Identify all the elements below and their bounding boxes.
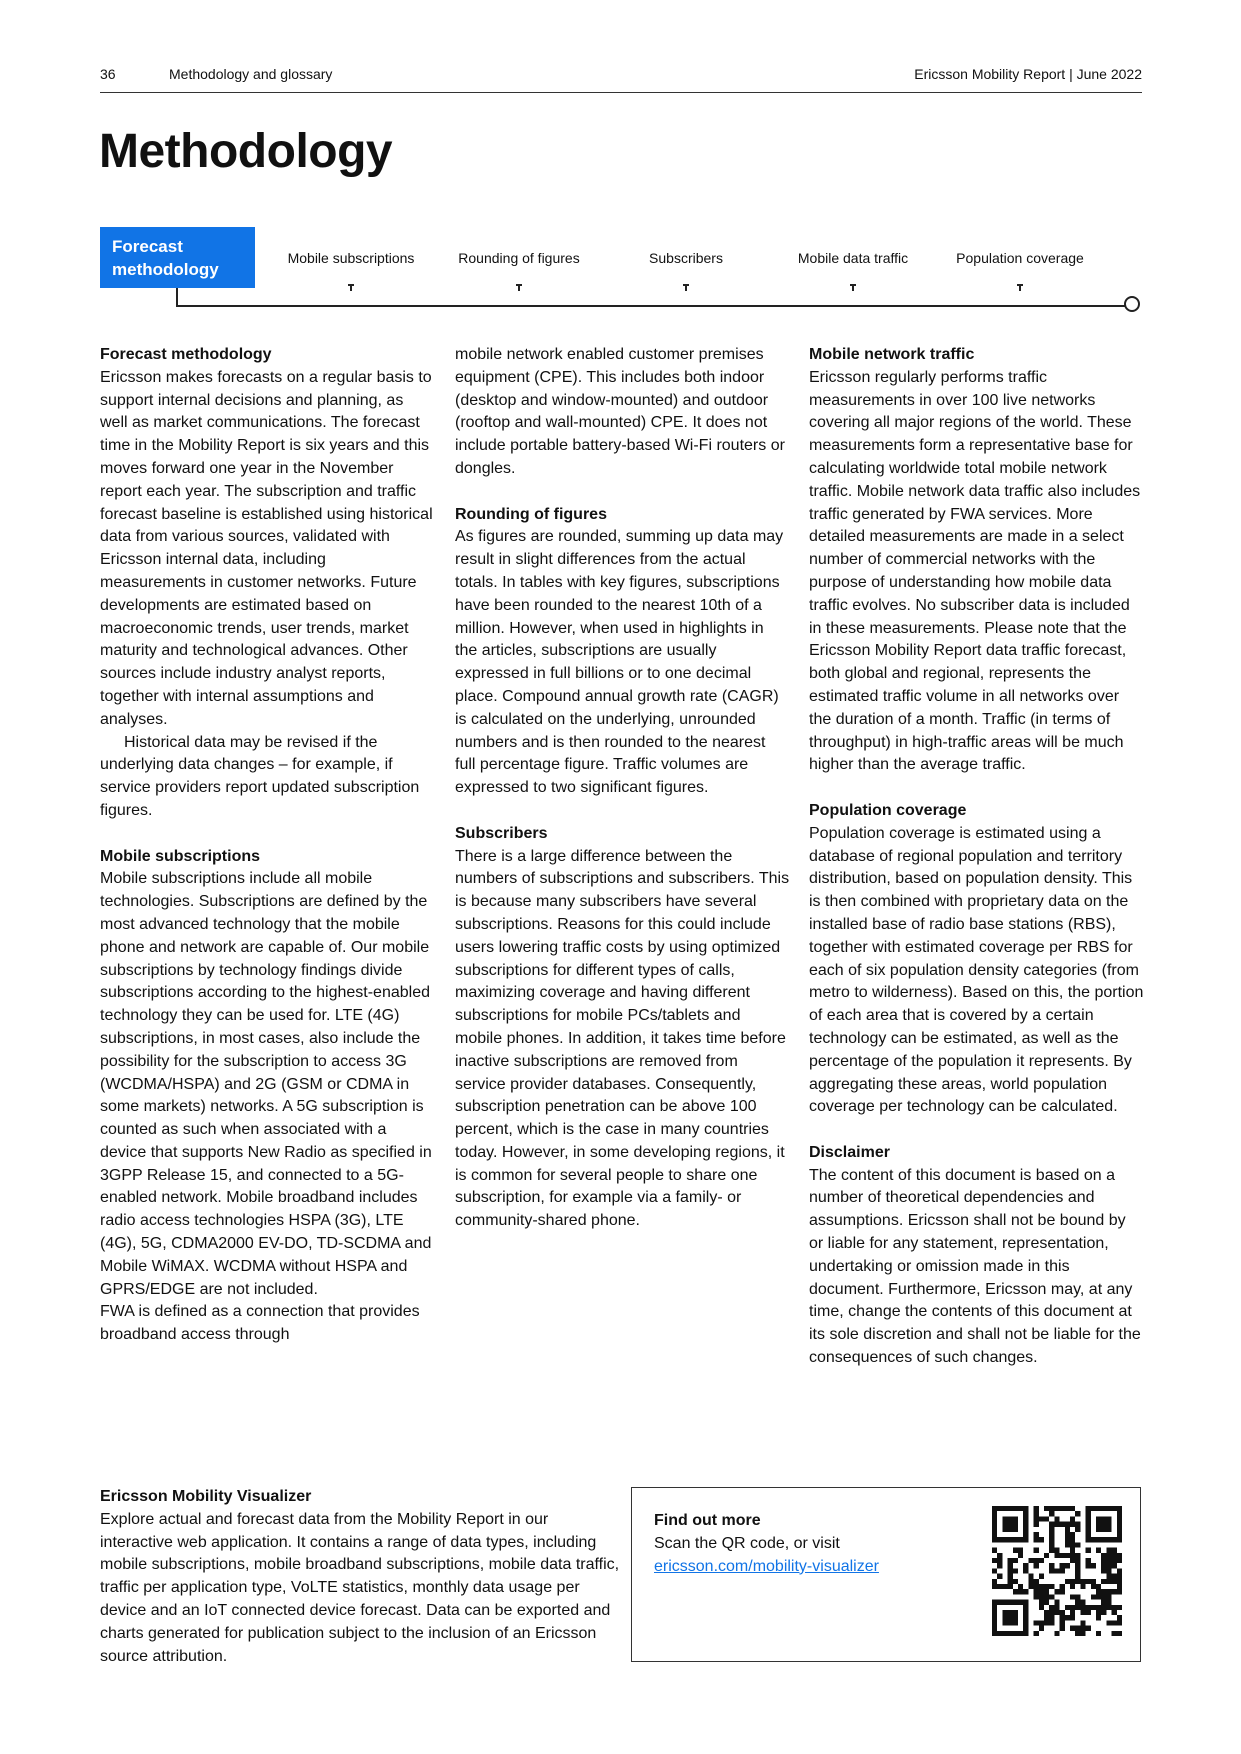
paragraph: Historical data may be revised if the underlying data changes – for example, if service providers report updated subscription figures. (100, 733, 420, 819)
paragraph: There is a large difference between the numbers of subscriptions and subscribers. This is because many subscribers have several subscriptions. Reasons for this could include users lowering traffic costs by using optimized subscriptions for different types of calls, maximizing coverage and having different subscriptions for mobile PCs/tablets and mobile phones. In addition, it takes time before inactive subscriptions are removed from service provider databases. Consequently, subscription penetration can be above 100 percent, which is the case in many countries today. However, in some developing regions, it is common for several people to share one subscription, for example via a family- or community-shared phone. (455, 847, 790, 1230)
timeline-line (176, 305, 1128, 307)
nav-active-forecast-methodology[interactable] (100, 227, 255, 288)
find-out-more-text: Scan the QR code, or visit (654, 1534, 840, 1552)
column-2 (455, 344, 790, 1233)
section-heading-mobile-network-traffic: Mobile network traffic (809, 346, 975, 363)
paragraph: Ericsson makes forecasts on a regular basis to support internal decisions and planning, as well as market communications. The forecast time in the Mobility Report is six years and this moves forward one year in the November report each year. The subscription and traffic forecast baseline is established using historical data from various sources, validated with Ericsson internal data, including measurements in customer networks. Future developments are estimated based on macroeconomic trends, user trends, market maturity and technological advances. Other sources include industry analyst reports, together with internal assumptions and analyses. (100, 368, 433, 728)
nav-item-rounding-of-figures[interactable]: Rounding of figures (458, 250, 580, 266)
paragraph: Population coverage is estimated using a database of regional population and territory distribution, based on population density. This is then combined with proprietary data on the installed base of radio base stations (RBS), together with estimated coverage per RBS for each of six population density categories (from metro to wilderness). Based on this, the portion of each area that is covered by a certain technology can be estimated, as well as the percentage of the population it represents. By aggregating these areas, world population coverage per technology can be calculated. (809, 824, 1144, 1116)
find-out-more-box (631, 1487, 1141, 1662)
paragraph: As figures are rounded, summing up data may result in slight differences from the actual totals. In tables with key figures, subscriptions have been rounded to the nearest 10th of a million. However, when used in highlights in the articles, subscriptions are usually expressed in full billions or to one decimal place. Compound annual growth rate (CAGR) is calculated on the underlying, unrounded numbers and is then rounded to the nearest full percentage figure. Traffic volumes are expressed to two significant figures. (455, 528, 784, 797)
visualizer-heading: Ericsson Mobility Visualizer (100, 1488, 312, 1505)
column-3 (809, 344, 1144, 1370)
timeline-tick-icon (1017, 284, 1023, 294)
nav-item-population-coverage[interactable]: Population coverage (956, 250, 1084, 266)
section-heading-disclaimer: Disclaimer (809, 1143, 890, 1161)
paragraph: The content of this document is based on a number of theoretical dependencies and assumptions. Ericsson shall not be bound by or liable for any statement, representation, undertaking or omission made in this document. Furthermore, Ericsson may, at any time, change the contents of this document at its sole discretion and shall not be liable for the consequences of such changes. (809, 1166, 1141, 1367)
nav-item-mobile-data-traffic[interactable]: Mobile data traffic (797, 250, 909, 266)
nav-active-label-line2: methodology (112, 260, 219, 279)
timeline-tick-icon (850, 284, 856, 294)
section-heading-mobile-subscriptions: Mobile subscriptions (100, 847, 261, 865)
paragraph: mobile network enabled customer premises equipment (CPE). This includes both indoor (desktop and window-mounted) and outdoor (rooftop and wall-mounted) CPE. It does not include portable battery-based Wi-Fi routers or dongles. (455, 346, 785, 477)
visualizer-text: Explore actual and forecast data from the Mobility Report in our interactive web application. It contains a range of data types, including mobile subscriptions, mobile broadband subscriptions, mobile data traffic, traffic per application type, VoLTE statistics, monthly data usage per device and an IoT connected device forecast. Data can be exported and charts generated for publication subject to the inclusion of an Ericsson source attribution. (100, 1510, 620, 1665)
column-1 (100, 344, 435, 1347)
timeline-tick-icon (516, 284, 522, 294)
timeline-end-circle-icon (1124, 296, 1140, 312)
timeline-connector (176, 288, 178, 306)
section-heading-rounding-of-figures: Rounding of figures (455, 505, 607, 523)
visualizer-link[interactable]: ericsson.com/mobility-visualizer (654, 1557, 879, 1575)
section-heading-forecast-methodology: Forecast methodology (100, 346, 272, 363)
section-heading-subscribers: Subscribers (455, 824, 548, 842)
page-number: 36 (100, 66, 116, 82)
paragraph: Mobile subscriptions include all mobile technologies. Subscriptions are defined by the most advanced technology that the mobile phone and network are capable of. Our mobile subscriptions by technology findings divide subscriptions according to the highest-enabled technology they can be used for. LTE (4G) subscriptions, in most cases, also include the possibility for the subscription to access 3G (WCDMA/HSPA) and 2G (GSM or CDMA in some markets) networks. A 5G subscription is counted as such when associated with a device that supports New Radio as specified in 3GPP Release 15, and connected to a 5G-enabled network. Mobile broadband includes radio access technologies HSPA (3G), LTE (4G), 5G, CDMA2000 EV-DO, TD-SCDMA and Mobile WiMAX. WCDMA without HSPA and GPRS/EDGE are not included. (100, 870, 432, 1298)
find-out-more-heading: Find out more (654, 1512, 761, 1529)
qr-code-icon[interactable] (992, 1506, 1122, 1636)
paragraph: FWA is defined as a connection that provides broadband access through (100, 1303, 420, 1344)
page-header (100, 66, 1142, 88)
report-label: Ericsson Mobility Report | June 2022 (914, 66, 1142, 82)
timeline-tick-icon (348, 284, 354, 294)
nav-active-label-line1: Forecast (112, 237, 183, 256)
nav-item-subscribers[interactable]: Subscribers (649, 250, 723, 266)
paragraph: Ericsson regularly performs traffic measurements in over 100 live networks covering all major regions of the world. These measurements form a representative base for calculating worldwide total mobile network traffic. Mobile network data traffic also includes traffic generated by FWA services. More detailed measurements are made in a select number of commercial networks with the purpose of understanding how mobile data traffic evolves. No subscriber data is included in these measurements. Please note that the Ericsson Mobility Report data traffic forecast, both global and regional, represents the estimated traffic volume in all networks over the duration of a month. Traffic (in terms of throughput) in high-traffic areas will be much higher than the average traffic. (809, 368, 1141, 774)
section-label: Methodology and glossary (169, 66, 333, 82)
section-heading-population-coverage: Population coverage (809, 801, 967, 819)
visualizer-section (100, 1486, 620, 1668)
nav-item-mobile-subscriptions[interactable]: Mobile subscriptions (287, 250, 415, 266)
timeline-tick-icon (683, 284, 689, 294)
header-divider (100, 92, 1142, 93)
page-title: Methodology (99, 125, 393, 178)
